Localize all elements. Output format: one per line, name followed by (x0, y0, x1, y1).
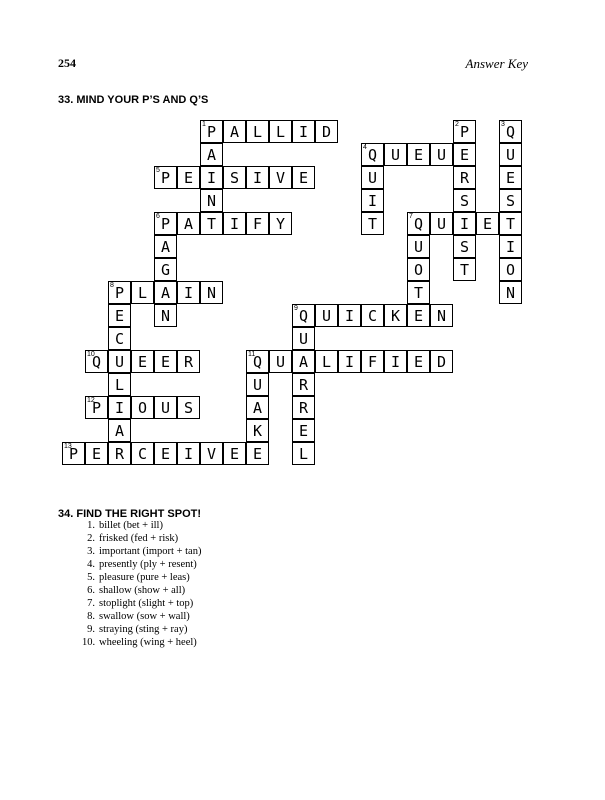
crossword-cell (177, 396, 200, 419)
cell-letter: P (160, 215, 171, 233)
cell-letter: V (275, 169, 286, 187)
answer-list (82, 519, 201, 649)
cell-letter: P (114, 284, 125, 302)
crossword-cell (292, 120, 315, 143)
cell-letter: L (114, 376, 125, 394)
crossword-cell (430, 212, 453, 235)
answer-number: 5. (87, 572, 95, 583)
cell-letter: U (436, 146, 447, 164)
cell-letter: R (114, 445, 125, 463)
cell-letter: N (206, 284, 217, 302)
cell-letter: E (160, 445, 171, 463)
crossword-cell (85, 442, 108, 465)
cell-letter: I (229, 215, 240, 233)
crossword-cell (200, 281, 223, 304)
cell-letter: A (206, 146, 217, 164)
answer-text: presently (ply + resent) (99, 559, 197, 570)
crossword-cell (453, 258, 476, 281)
cell-letter: C (367, 307, 378, 325)
cell-letter: Q (298, 307, 309, 325)
crossword-cell (269, 350, 292, 373)
answer-item (82, 558, 201, 571)
answer-number: 1. (87, 520, 95, 531)
answer-text: frisked (fed + risk) (99, 533, 179, 544)
crossword-cell (177, 212, 200, 235)
cell-letter: Q (252, 353, 263, 371)
crossword-cell (292, 166, 315, 189)
crossword-cell (131, 281, 154, 304)
cell-letter: I (344, 353, 355, 371)
cell-letter: C (114, 330, 125, 348)
crossword-cell (338, 350, 361, 373)
cell-letter: N (206, 192, 217, 210)
cell-letter: A (252, 399, 263, 417)
cell-letter: S (459, 238, 470, 256)
crossword-cell (200, 166, 223, 189)
cell-letter: E (252, 445, 263, 463)
cell-letter: I (459, 215, 470, 233)
crossword-cell (85, 350, 108, 373)
crossword-cell (246, 212, 269, 235)
crossword-cell (246, 419, 269, 442)
crossword-cell (177, 166, 200, 189)
clue-number: 5 (156, 167, 160, 174)
cell-letter: N (505, 284, 516, 302)
cell-letter: F (367, 353, 378, 371)
running-head: Answer Key (465, 56, 528, 71)
cell-letter: E (91, 445, 102, 463)
answer-item (82, 610, 201, 623)
answer-item (82, 545, 201, 558)
crossword-cell (499, 281, 522, 304)
crossword-cell (407, 212, 430, 235)
cell-letter: E (160, 353, 171, 371)
cell-letter: P (68, 445, 79, 463)
cell-letter: E (183, 169, 194, 187)
answer-text: straying (sting + ray) (99, 624, 188, 635)
cell-letter: L (298, 445, 309, 463)
cell-letter: K (390, 307, 401, 325)
clue-number: 3 (501, 121, 505, 128)
cell-letter: U (114, 353, 125, 371)
cell-letter: L (252, 123, 263, 141)
crossword-cell (338, 304, 361, 327)
cell-letter: I (252, 169, 263, 187)
cell-letter: Y (275, 215, 286, 233)
crossword-cell (453, 235, 476, 258)
crossword-cell (154, 235, 177, 258)
clue-number: 8 (110, 282, 114, 289)
cell-letter: U (275, 353, 286, 371)
crossword-cell (200, 189, 223, 212)
crossword-cell (108, 442, 131, 465)
cell-letter: O (505, 261, 516, 279)
cell-letter: V (206, 445, 217, 463)
crossword-cell (453, 120, 476, 143)
cell-letter: E (505, 169, 516, 187)
crossword-cell (177, 442, 200, 465)
page-number: 254 (58, 56, 76, 70)
cell-letter: T (505, 215, 516, 233)
crossword-cell (246, 442, 269, 465)
clue-number: 10 (87, 351, 95, 358)
crossword-cell (384, 350, 407, 373)
crossword-cell (361, 143, 384, 166)
cell-letter: S (229, 169, 240, 187)
cell-letter: U (413, 238, 424, 256)
answer-text: billet (bet + ill) (99, 520, 163, 531)
cell-letter: A (183, 215, 194, 233)
answer-number: 2. (87, 533, 95, 544)
crossword-cell (108, 373, 131, 396)
crossword-cell (292, 350, 315, 373)
crossword-cell (131, 396, 154, 419)
crossword-cell (223, 120, 246, 143)
cell-letter: E (298, 422, 309, 440)
cell-letter: Q (91, 353, 102, 371)
cell-letter: Q (367, 146, 378, 164)
crossword-cell (407, 350, 430, 373)
cell-letter: E (137, 353, 148, 371)
cell-letter: G (160, 261, 171, 279)
crossword-cell (200, 442, 223, 465)
crossword-cell (269, 166, 292, 189)
crossword-cell (292, 304, 315, 327)
cell-letter: E (114, 307, 125, 325)
crossword-cell (430, 304, 453, 327)
crossword-cell (223, 166, 246, 189)
answer-number: 6. (87, 585, 95, 596)
crossword-cell (154, 281, 177, 304)
crossword-cell (315, 304, 338, 327)
cell-letter: R (298, 376, 309, 394)
crossword-cell (384, 143, 407, 166)
crossword-cell (476, 212, 499, 235)
crossword-cell (384, 304, 407, 327)
answer-item (82, 571, 201, 584)
crossword-cell (108, 304, 131, 327)
answer-item (82, 597, 201, 610)
crossword-cell (246, 120, 269, 143)
cell-letter: I (183, 284, 194, 302)
cell-letter: R (459, 169, 470, 187)
answer-number: 3. (87, 546, 95, 557)
answer-text: swallow (sow + wall) (99, 611, 190, 622)
cell-letter: U (505, 146, 516, 164)
crossword-cell (62, 442, 85, 465)
cell-letter: E (413, 146, 424, 164)
section-33-title: 33. MIND YOUR P’S AND Q’S (58, 94, 209, 106)
cell-letter: U (390, 146, 401, 164)
crossword-cell (154, 212, 177, 235)
cell-letter: S (505, 192, 516, 210)
cell-letter: I (298, 123, 309, 141)
crossword-cell (246, 396, 269, 419)
crossword-cell (292, 419, 315, 442)
crossword-cell (361, 189, 384, 212)
cell-letter: Q (505, 123, 516, 141)
cell-letter: K (252, 422, 263, 440)
answer-text: wheeling (wing + heel) (99, 637, 197, 648)
crossword-cell (453, 143, 476, 166)
cell-letter: T (367, 215, 378, 233)
cell-letter: Q (413, 215, 424, 233)
cell-letter: U (298, 330, 309, 348)
answer-text: stoplight (slight + top) (99, 598, 194, 609)
cell-letter: R (183, 353, 194, 371)
cell-letter: I (114, 399, 125, 417)
cell-letter: A (229, 123, 240, 141)
cell-letter: E (413, 353, 424, 371)
cell-letter: T (413, 284, 424, 302)
crossword-cell (223, 212, 246, 235)
answer-number: 4. (87, 559, 95, 570)
cell-letter: S (459, 192, 470, 210)
answer-number: 10. (82, 637, 96, 648)
cell-letter: T (206, 215, 217, 233)
cell-letter: I (206, 169, 217, 187)
cell-letter: I (367, 192, 378, 210)
cell-letter: F (252, 215, 263, 233)
cell-letter: A (160, 284, 171, 302)
crossword-cell (315, 120, 338, 143)
crossword-cell (361, 212, 384, 235)
crossword-cell (430, 143, 453, 166)
clue-number: 2 (455, 121, 459, 128)
cell-letter: P (91, 399, 102, 417)
clue-number: 12 (87, 397, 95, 404)
crossword-cell (292, 327, 315, 350)
crossword-cell (177, 281, 200, 304)
crossword-cell (85, 396, 108, 419)
clue-number: 7 (409, 213, 413, 220)
cell-letter: E (413, 307, 424, 325)
cell-letter: N (160, 307, 171, 325)
crossword-cell (407, 258, 430, 281)
crossword-cell (407, 304, 430, 327)
crossword-cell (154, 396, 177, 419)
answer-text: shallow (show + all) (99, 585, 186, 596)
crossword-cell (407, 281, 430, 304)
crossword-cell (246, 373, 269, 396)
crossword-cell (154, 350, 177, 373)
crossword-cell (154, 258, 177, 281)
crossword-cell (154, 442, 177, 465)
cell-letter: P (160, 169, 171, 187)
crossword-cell (108, 327, 131, 350)
cell-letter: T (459, 261, 470, 279)
crossword-cell (131, 350, 154, 373)
cell-letter: P (459, 123, 470, 141)
clue-number: 4 (363, 144, 367, 151)
crossword-cell (499, 212, 522, 235)
crossword-cell (407, 235, 430, 258)
crossword-cell (108, 419, 131, 442)
cell-letter: A (160, 238, 171, 256)
cell-letter: R (298, 399, 309, 417)
answer-item (82, 623, 201, 636)
crossword-cell (223, 442, 246, 465)
cell-letter: P (206, 123, 217, 141)
cell-letter: E (459, 146, 470, 164)
cell-letter: O (137, 399, 148, 417)
crossword-cell (177, 350, 200, 373)
cell-letter: I (344, 307, 355, 325)
cell-letter: U (252, 376, 263, 394)
cell-letter: S (183, 399, 194, 417)
cell-letter: E (298, 169, 309, 187)
clue-number: 9 (294, 305, 298, 312)
crossword-cell (361, 166, 384, 189)
crossword-cell (430, 350, 453, 373)
cell-letter: O (413, 261, 424, 279)
crossword-cell (292, 373, 315, 396)
answer-number: 8. (87, 611, 95, 622)
crossword-cell (108, 396, 131, 419)
crossword-cell (246, 350, 269, 373)
clue-number: 13 (64, 443, 72, 450)
answer-item (82, 636, 201, 649)
cell-letter: I (183, 445, 194, 463)
crossword-cell (200, 120, 223, 143)
crossword-cell (292, 442, 315, 465)
clue-number: 11 (248, 351, 256, 358)
crossword-cell (499, 166, 522, 189)
cell-letter: A (298, 353, 309, 371)
crossword-cell (108, 350, 131, 373)
cell-letter: U (436, 215, 447, 233)
crossword-cell (154, 304, 177, 327)
crossword-cell (315, 350, 338, 373)
cell-letter: U (321, 307, 332, 325)
cell-letter: U (160, 399, 171, 417)
crossword-cell (499, 143, 522, 166)
answer-number: 9. (87, 624, 95, 635)
cell-letter: E (482, 215, 493, 233)
cell-letter: U (367, 169, 378, 187)
cell-letter: A (114, 422, 125, 440)
cell-letter: D (436, 353, 447, 371)
answer-text: pleasure (pure + leas) (99, 572, 190, 583)
crossword-cell (200, 143, 223, 166)
clue-number: 1 (202, 121, 206, 128)
cell-letter: L (321, 353, 332, 371)
crossword-cell (453, 189, 476, 212)
crossword-cell (269, 212, 292, 235)
crossword-cell (407, 143, 430, 166)
answer-item (82, 584, 201, 597)
crossword-cell (108, 281, 131, 304)
crossword-cell (499, 189, 522, 212)
crossword-cell (453, 212, 476, 235)
crossword-cell (246, 166, 269, 189)
section-34-title: 34. FIND THE RIGHT SPOT! (58, 508, 202, 520)
crossword-cell (499, 258, 522, 281)
crossword-cell (453, 166, 476, 189)
cell-letter: I (505, 238, 516, 256)
clue-number: 6 (156, 213, 160, 220)
crossword-cell (361, 350, 384, 373)
crossword-cell (200, 212, 223, 235)
cell-letter: E (229, 445, 240, 463)
answer-item (82, 532, 201, 545)
answer-number: 7. (87, 598, 95, 609)
cell-letter: L (137, 284, 148, 302)
crossword-cell (499, 120, 522, 143)
crossword-cell (131, 442, 154, 465)
crossword-cell (499, 235, 522, 258)
answer-text: important (import + tan) (99, 546, 202, 557)
crossword-cell (269, 120, 292, 143)
cell-letter: D (321, 123, 332, 141)
cell-letter: N (436, 307, 447, 325)
cell-letter: C (137, 445, 148, 463)
cell-letter: I (390, 353, 401, 371)
crossword-cell (361, 304, 384, 327)
answer-item (82, 519, 201, 532)
crossword-cell (154, 166, 177, 189)
cell-letter: L (275, 123, 286, 141)
crossword-cell (292, 396, 315, 419)
